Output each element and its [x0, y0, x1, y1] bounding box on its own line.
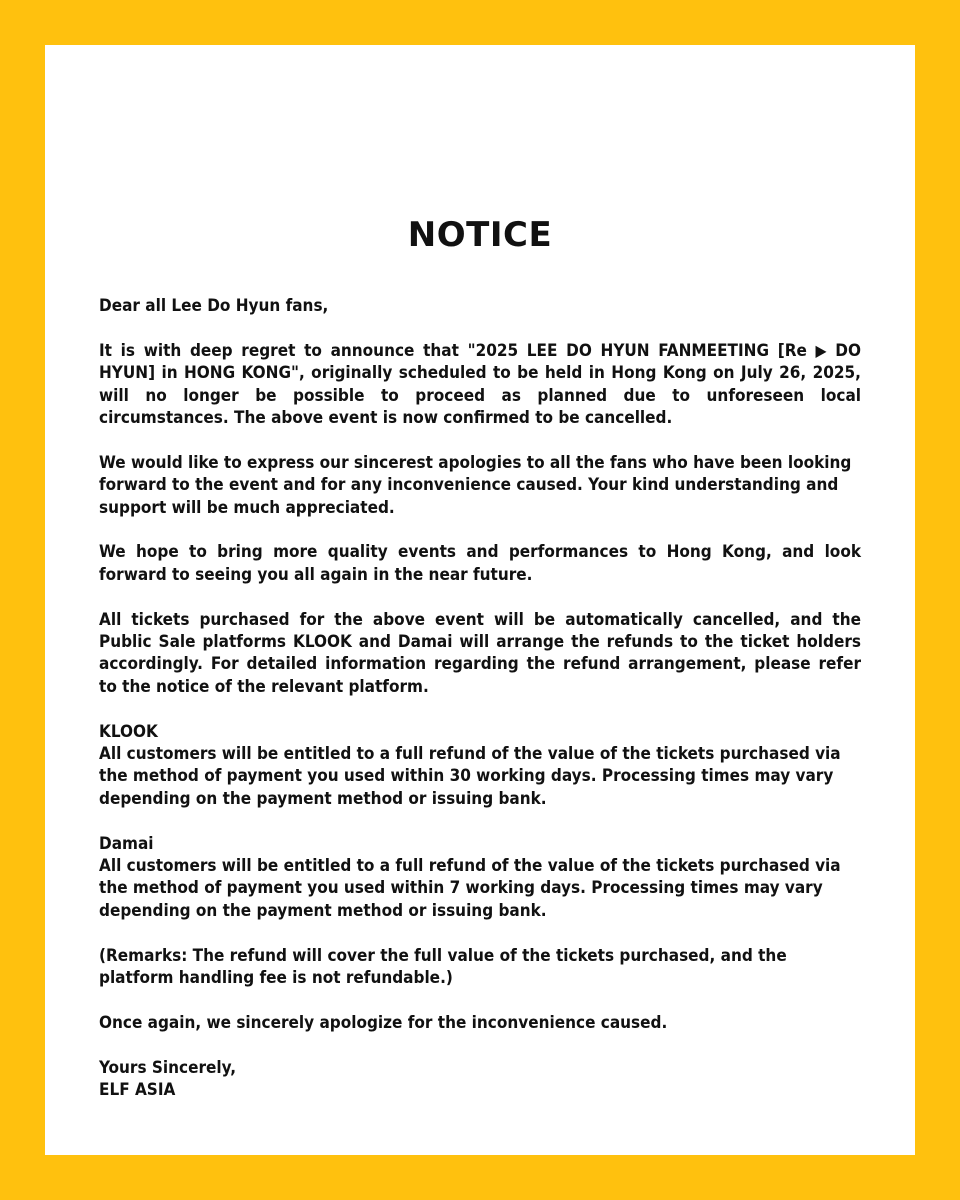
klook-heading: KLOOK	[99, 721, 158, 742]
event-name-part-2: DO HYUN] in HONG KONG"	[99, 340, 861, 384]
cancellation-details: , originally scheduled to be held in Hong Kong on July 26, 2025, will no longer be possible to proceed as planned due to unforeseen local circumstances. The above event is now confirmed to be cancelled.	[99, 363, 861, 429]
paragraph-future-events: We hope to bring more quality events and performances to Hong Kong, and look forward to seeing you all again in the near future.	[99, 542, 861, 585]
paragraph-apology: We would like to express our sincerest apologies to all the fans who have been looking forward to the event and for any inconvenience caused. Your kind understanding and support will be much appreciated.	[99, 452, 852, 518]
paragraph-cancellation	[99, 340, 861, 430]
event-name-part-1: "2025 LEE DO HYUN FANMEETING [Re	[467, 340, 816, 361]
signature: ELF ASIA	[99, 1080, 176, 1101]
notice-sheet	[45, 45, 915, 1155]
remarks: (Remarks: The refund will cover the full value of the tickets purchased, and the platform handling fee is not refundable.)	[99, 945, 787, 989]
notice-title: NOTICE	[407, 215, 553, 255]
klook-refund-text: All customers will be entitled to a full refund of the value of the tickets purchased via the method of payment you used within 30 working days. Processing times may vary depending on the payment method or issuing bank.	[99, 744, 841, 809]
cancellation-intro: It is with deep regret to announce that	[99, 340, 468, 361]
damai-section	[99, 833, 861, 923]
paragraph-refund-info: All tickets purchased for the above event will be automatically cancelled, and the Public Sale platforms KLOOK and Damai will arrange the refunds to the ticket holders accordingly. For detailed information regarding the refund arrangement, please refer to the notice of the relevant platform.	[99, 609, 861, 697]
signoff: Yours Sincerely,	[99, 1057, 237, 1078]
damai-refund-text: All customers will be entitled to a full refund of the value of the tickets purchased via the method of payment you used within 7 working days. Processing times may vary depending on the payment method or issuing bank.	[99, 856, 841, 921]
play-arrow-icon: ▶	[815, 340, 827, 360]
signature-block	[99, 1057, 861, 1102]
greeting: Dear all Lee Do Hyun fans,	[99, 296, 329, 316]
damai-heading: Damai	[99, 833, 154, 854]
notice-body	[99, 295, 861, 1124]
klook-section	[99, 721, 861, 811]
closing-apology: Once again, we sincerely apologize for the inconvenience caused.	[99, 1012, 668, 1033]
